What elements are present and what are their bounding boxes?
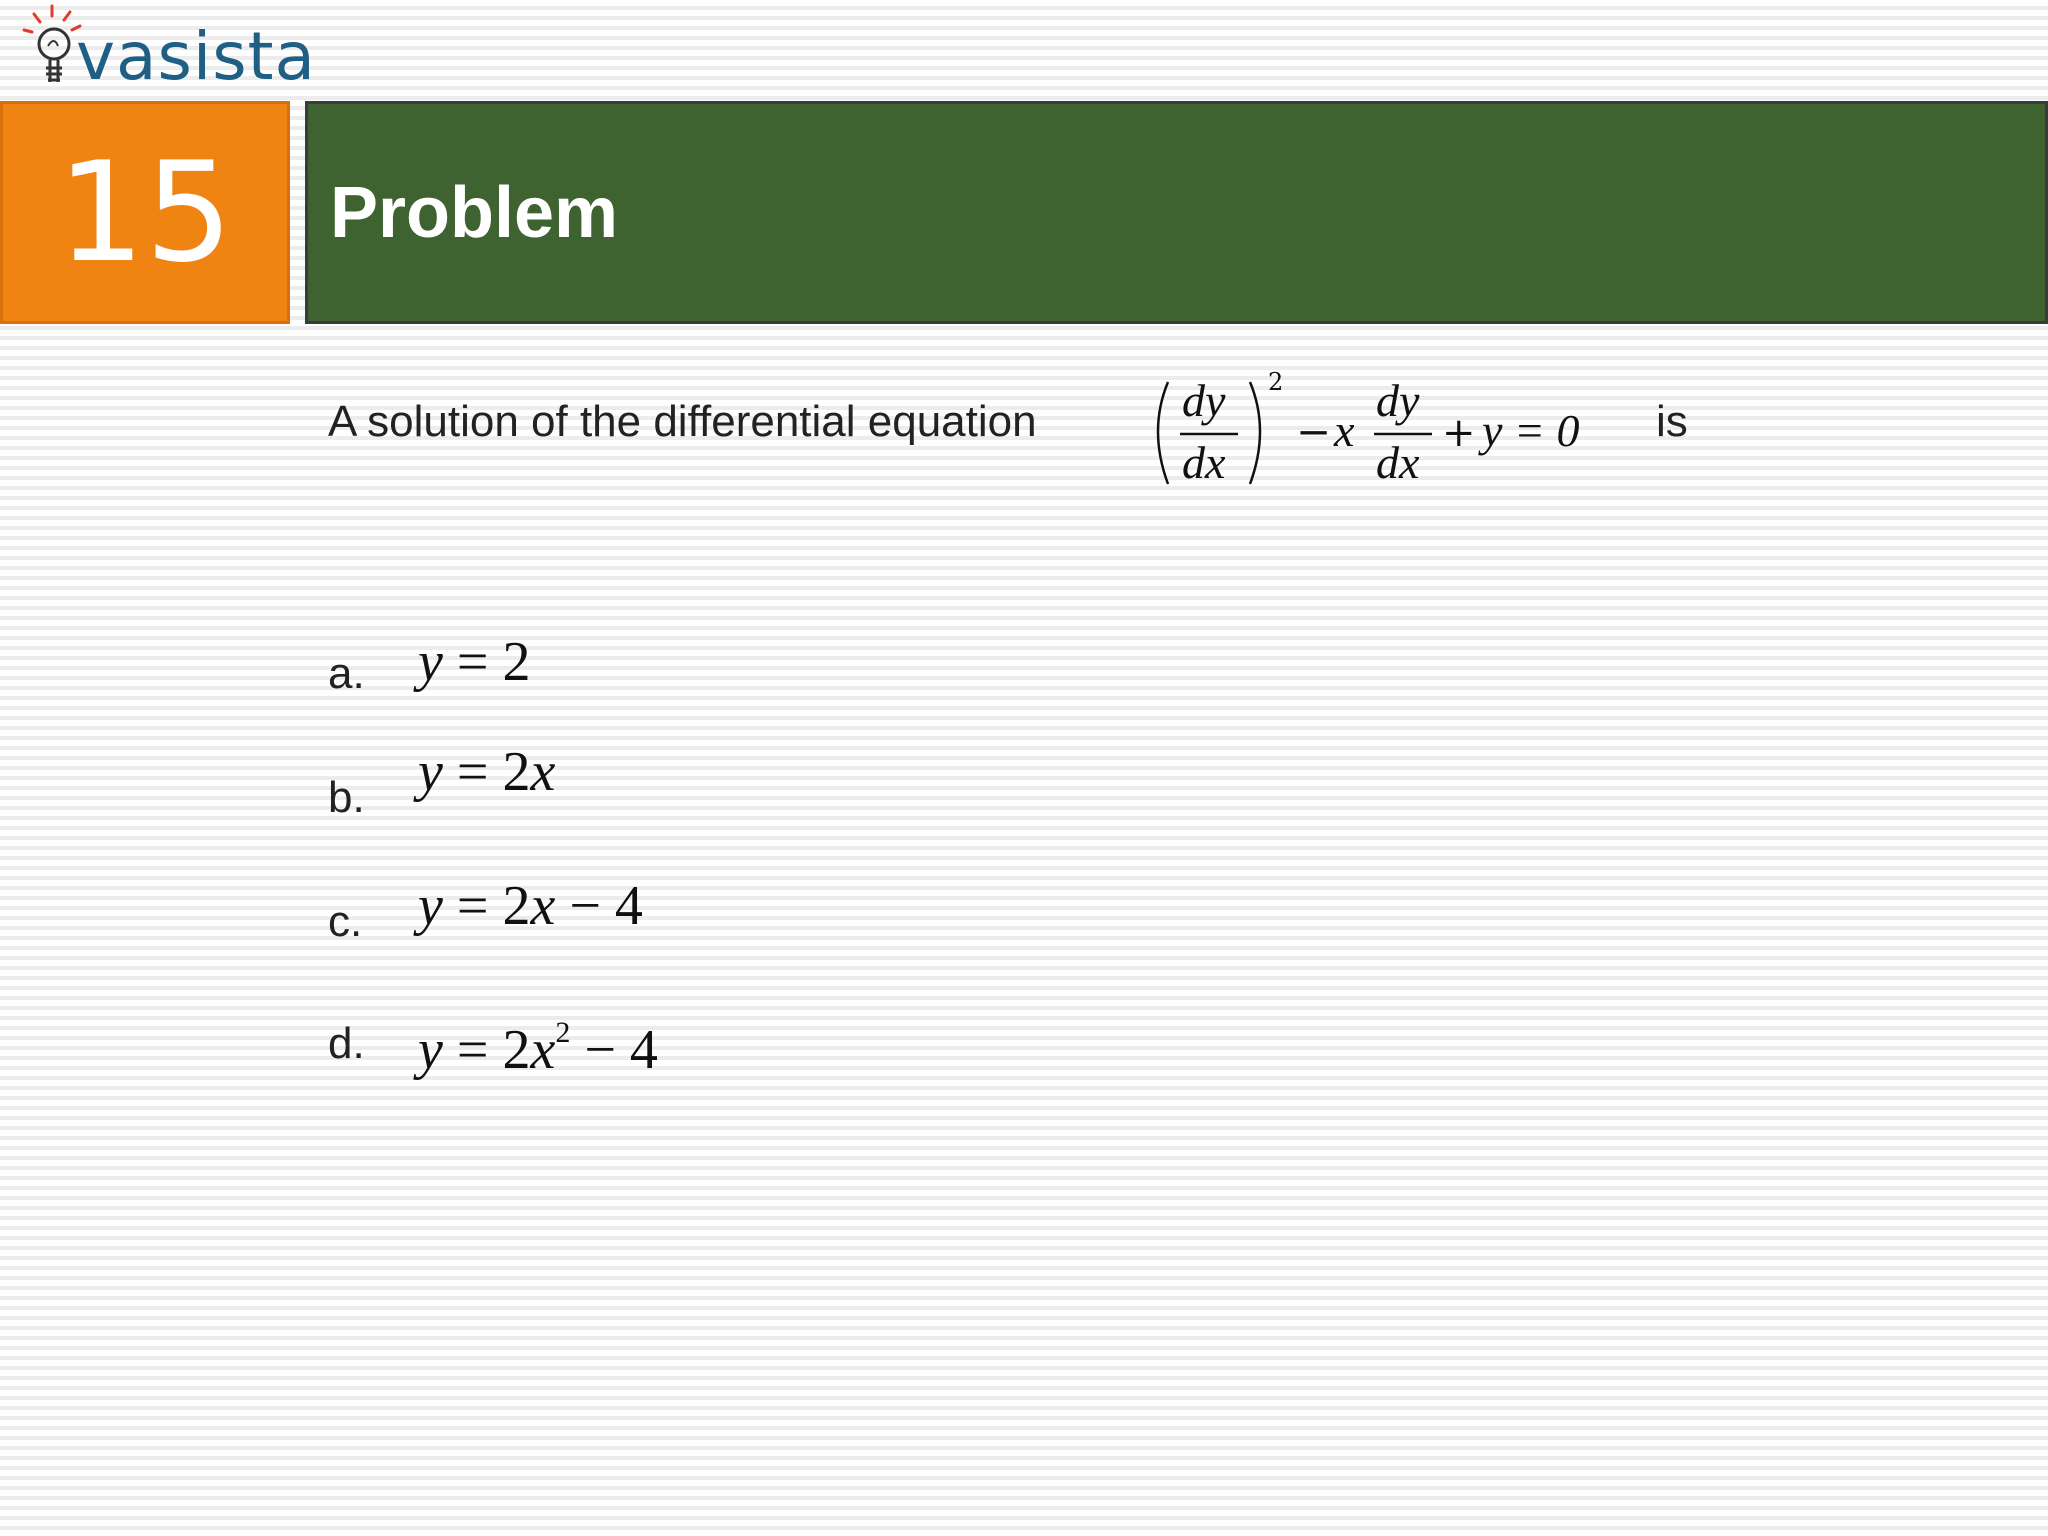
option-d-answer[interactable] xyxy=(418,1016,658,1081)
option-c-y: y xyxy=(418,875,443,937)
option-c-rest: − 4 xyxy=(555,875,643,937)
option-d-rest: − 4 xyxy=(570,1019,658,1081)
slide-title: Problem xyxy=(330,172,619,253)
plus-sign: + xyxy=(1442,410,1476,456)
option-c-label[interactable]: c. xyxy=(328,897,363,946)
option-d-exponent: 2 xyxy=(555,1016,571,1050)
option-d-eq: = 2 xyxy=(442,1019,531,1081)
slide-number: 15 xyxy=(57,131,233,293)
option-b-x: x xyxy=(530,741,556,803)
option-c-eq: = 2 xyxy=(442,875,531,937)
minus-sign: − xyxy=(1296,407,1332,456)
left-paren xyxy=(1158,382,1168,484)
frac2-numerator: dy xyxy=(1376,375,1420,426)
vasista-logo xyxy=(20,4,316,99)
exponent: 2 xyxy=(1268,368,1284,396)
option-a-label[interactable]: a. xyxy=(328,649,365,698)
option-d-label[interactable]: d. xyxy=(328,1019,365,1068)
option-a-y: y xyxy=(418,631,443,693)
frac-denominator: dx xyxy=(1182,437,1226,488)
title-bar xyxy=(305,101,2048,324)
equation-rhs: y = 0 xyxy=(1482,405,1580,456)
differential-equation xyxy=(1140,360,1620,500)
option-b-answer[interactable] xyxy=(418,741,556,803)
option-a-eq: = 2 xyxy=(442,631,531,693)
option-d-y: y xyxy=(418,1019,443,1081)
logo-wordmark: vasista xyxy=(76,18,316,95)
option-b-label[interactable]: b. xyxy=(328,773,365,822)
slide-number-box xyxy=(0,101,290,324)
option-d-x: x xyxy=(530,1019,556,1081)
var-x: x xyxy=(1334,405,1355,456)
option-b-eq: = 2 xyxy=(442,741,531,803)
option-c-answer[interactable] xyxy=(418,875,643,937)
right-paren xyxy=(1250,382,1260,484)
question-suffix: is xyxy=(1656,397,1688,446)
frac2-denominator: dx xyxy=(1376,437,1420,488)
option-b-y: y xyxy=(418,741,443,803)
question-text: A solution of the differential equation xyxy=(328,397,1037,446)
option-c-x: x xyxy=(530,875,556,937)
option-a-answer[interactable] xyxy=(418,631,531,693)
frac-numerator: dy xyxy=(1182,375,1226,426)
